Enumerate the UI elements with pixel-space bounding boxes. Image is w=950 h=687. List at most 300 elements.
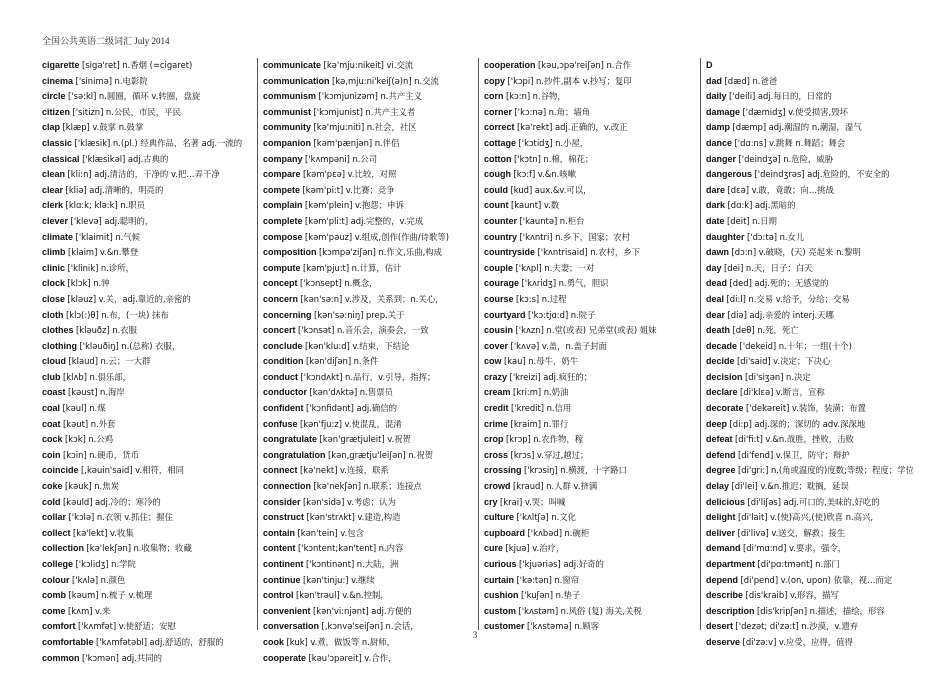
entry-definition: adj.舒适的，舒服的 [149,636,224,647]
entry-phonetic: [diə] [727,309,747,320]
vocab-entry [42,323,254,339]
entry-phonetic: [sigə'ret] [82,60,120,70]
entry-definition: n.部门 [815,559,840,569]
entry-phonetic: ['kɔntinənt] [306,559,355,569]
entry-phonetic: [klaud] [68,356,98,367]
entry-phonetic: ['kɔndʌkt] [300,371,343,382]
vocab-entry [263,74,475,90]
entry-phonetic: [kə,mju:ni'keiʃ(ə)n] [332,75,412,86]
entry-phonetic: [di'lei] [731,481,758,492]
entry-definition: v.(使)高兴,(使)欣喜 n.高兴, [770,512,874,523]
entry-word: cotton [484,153,512,164]
entry-phonetic: ['kʌmpəni] [305,153,350,164]
entry-phonetic: [kau] [504,356,526,367]
entry-phonetic: [di'fi:t] [735,434,763,445]
entry-word: comfortable [42,636,94,647]
entry-word: communicate [263,60,322,70]
entry-definition: n.勇气，胆识 [558,278,609,289]
entry-phonetic: ['kɔntent;kən'tent] [298,543,377,554]
entry-definition: adj.每日的，日常的 [757,91,832,102]
entry-word: count [484,200,509,211]
entry-phonetic: [kud] [510,184,533,195]
entry-word: cook [263,636,285,647]
entry-word: clap [42,122,61,133]
entry-word: cough [484,169,511,180]
vocab-entry [42,651,254,667]
vocab-entry [42,370,254,386]
vocab-entry [263,588,475,604]
vocab-entry [484,354,696,370]
entry-phonetic: ['sə:kl] [68,91,97,102]
entry-definition: adj.确信的 [356,403,398,414]
entry-definition: n.顾客 [574,621,600,632]
vocab-entry [263,276,475,292]
entry-definition: v.连接，联系 [339,465,389,476]
entry-definition: n.硬币，货币 [89,449,140,460]
vocab-entry [484,308,696,324]
vocab-entry [263,245,475,261]
entry-word: compare [263,169,301,180]
vocab-entry [263,557,475,573]
vocab-entry [263,417,475,433]
entry-definition: n.日期 [752,215,777,226]
entry-definition: v.使舒适；安慰 [118,621,176,632]
column-divider [700,58,701,630]
entry-phonetic: [kləuðz] [76,325,110,336]
entry-word: declare [706,387,738,398]
entry-phonetic: [kəm'plein] [305,200,353,211]
entry-phonetic: [klaim] [68,247,98,258]
entry-phonetic: [di:l] [726,293,746,304]
vocab-entry [484,105,696,121]
entry-phonetic: [kəuld] [63,496,93,507]
entry-phonetic: [kən'dʌktə] [309,387,358,398]
vocab-entry [42,230,254,246]
entry-phonetic: [kəu'ɔpəreit] [308,652,362,663]
vocab-entry [484,417,696,433]
vocab-entry [42,448,254,464]
entry-phonetic: [kəm'pi:t] [302,184,344,195]
entry-definition: n.共产主义 [380,91,422,102]
entry-word: deep [706,418,728,429]
entry-definition: n.交流 [414,75,439,86]
entry-definition: n.品行，v.引导，指挥； [345,371,436,382]
entry-definition: n.堂(或表) 兄弟堂(或表) 姐妹 [546,325,657,336]
entry-phonetic: [di'zə:v] [742,636,777,647]
vocab-entry [706,276,928,292]
entry-word: concern [263,293,299,304]
entry-word: collar [42,512,67,523]
entry-word: citizen [42,106,71,117]
vocab-entry [484,510,696,526]
vocab-entry [263,339,475,355]
entry-phonetic: ['dekəreit] [746,403,790,414]
vocab-entry [263,230,475,246]
entry-phonetic: [kəuk] [65,481,92,492]
vocab-entry [706,385,928,401]
vocab-entry [706,74,928,90]
entry-word: construct [263,512,305,523]
entry-word: cushion [484,590,519,601]
entry-phonetic: [,kɔnvə'seiʃən] [321,621,384,632]
column-divider [478,58,479,630]
vocab-entry [263,604,475,620]
entry-phonetic: [kɔmpə'ziʃən] [319,247,376,258]
entry-word: classical [42,153,80,164]
entry-definition: v.送交，解救；接生 [771,527,846,538]
entry-word: corner [484,106,513,117]
entry-word: congratulation [263,449,326,460]
entry-phonetic: ['kɔtn] [514,153,541,164]
vocab-entry [263,292,475,308]
entry-phonetic: [di'klɛə] [740,387,774,398]
vocab-entry [42,261,254,277]
entry-word: credit [484,403,509,414]
entry-definition: n.奶油 [543,387,569,398]
entry-definition: prep.关于 [365,309,405,320]
vocab-entry [484,292,696,308]
entry-phonetic: [klʌb] [63,371,88,382]
entry-definition: v.&n.咳嗽 [537,169,577,180]
vocab-entry [706,463,928,479]
vocab-entry [263,432,475,448]
vocab-entry [263,463,475,479]
entry-definition: v.&n.攀登 [99,247,139,258]
entry-definition: n.女儿 [779,231,805,242]
vocab-entry [706,448,928,464]
entry-word: confident [263,403,304,414]
entry-word: could [484,184,508,195]
entry-word: clever [42,215,69,226]
entry-phonetic: ['kʌntrisaid] [537,247,588,258]
entry-definition: adj.古典的 [127,153,169,164]
vocab-entry [706,526,928,542]
entry-phonetic: ['klaimit] [75,231,113,242]
vocab-entry [263,479,475,495]
entry-definition: n.文化 [551,512,577,523]
entry-word: curious [484,559,517,569]
entry-word: culture [484,512,515,523]
entry-definition: adj.死的；无感觉的 [754,278,829,289]
vocab-entry [484,385,696,401]
entry-definition: v.比较，对照 [347,169,397,180]
entry-word: comfort [42,621,76,632]
entry-word: colour [42,574,70,585]
entry-word: companion [263,137,312,148]
vocab-entry [706,604,928,620]
vocab-entry [706,339,928,355]
entry-word: coast [42,387,66,398]
entry-definition: adj.黑暗的 [754,200,796,211]
vocab-entry [263,58,475,74]
entry-phonetic: ['deindʒə] [738,153,781,164]
vocab-entry [484,214,696,230]
entry-definition: n.垫子 [555,590,581,601]
entry-phonetic: [kʌm] [68,605,93,616]
entry-phonetic: ['kɔtidʒ] [518,137,553,148]
entry-definition: v.合作， [364,652,397,663]
vocab-entry [42,74,254,90]
entry-definition: v.建造,构造 [357,512,401,523]
vocab-entry [484,183,696,199]
entry-word: date [706,215,725,226]
entry-definition: n.大陆，洲 [356,559,399,569]
entry-word: clothes [42,325,74,336]
entry-phonetic: [di'pɑ:tmənt] [757,559,813,569]
entry-word: cinema [42,75,74,86]
entry-word: cooperation [484,60,536,70]
entry-phonetic: [kə'lekt] [73,527,108,538]
entry-word: cloud [42,356,66,367]
entry-definition: n.抄件,副本 v.抄写；复印 [535,75,632,86]
entry-definition: adj.好奇的 [563,559,604,569]
vocab-entry [706,417,928,433]
entry-definition: adj.深的；深切的 adv.深深地 [754,418,866,429]
vocab-entry [263,167,475,183]
vocab-entry [42,432,254,448]
entry-word: countryside [484,247,536,258]
entry-phonetic: [kɔ:s] [516,293,540,304]
vocab-entry [42,385,254,401]
entry-definition: v.&n.控制， [342,590,389,601]
vocab-entry [484,152,696,168]
vocab-entry [706,292,928,308]
entry-word: communication [263,75,330,86]
entry-word: decide [706,356,735,367]
entry-phonetic: [kəm'pəuz] [305,231,353,242]
entry-phonetic: ['kɔnfidənt] [306,403,354,414]
entry-phonetic: ['kʌvə] [510,340,540,351]
entry-phonetic: [di'fend] [738,449,774,460]
entry-word: close [42,293,66,304]
entry-phonetic: ['kauntə] [519,215,558,226]
vocab-entry [42,214,254,230]
entry-phonetic: ['sinimə] [75,75,113,86]
entry-word: dangerous [706,169,753,180]
entry-word: custom [484,605,517,616]
entry-word: clothing [42,340,77,351]
entry-word: decorate [706,403,744,414]
entry-word: dare [706,184,726,195]
entry-word: delight [706,512,736,523]
entry-definition: n.(pl.) 经典作品，名著 adj.一流的 [112,137,243,148]
entry-phonetic: [kəm'pli:t] [305,215,349,226]
entry-phonetic: [krɔs] [510,449,535,460]
entry-definition: n.死，死亡 [757,325,799,336]
entry-word: dawn [706,247,730,258]
entry-definition: adj.危险的，不安全的 [807,169,890,180]
entry-word: confuse [263,418,298,429]
entry-definition: n.计算，估计 [351,262,402,273]
entry-word: damage [706,106,741,117]
entry-definition: n.罪行 [543,418,569,429]
vocab-entry [42,58,254,74]
vocab-entry [706,479,928,495]
entry-word: crowd [484,481,511,492]
entry-word: circle [42,91,66,102]
entry-phonetic: ['kɔmjunist] [313,106,363,117]
entry-definition: v.收集 [110,527,134,538]
vocab-entry [484,120,696,136]
vocab-entry [42,573,254,589]
entry-word: cry [484,496,498,507]
entry-definition: n.电影院 [114,75,148,86]
entry-phonetic: ['kʌstəmə] [527,621,572,632]
entry-definition: n.会话， [385,621,419,632]
entry-phonetic: [kəm'pɛə] [303,169,346,180]
vocab-entry [263,261,475,277]
vocab-entry [263,105,475,121]
entry-phonetic: ['sitizn] [72,106,104,117]
vocab-entry [484,261,696,277]
entry-word: coke [42,481,63,492]
entry-definition: n.祝贺 [408,449,434,460]
entry-phonetic: ['kʌpl] [515,262,542,273]
entry-definition: adj.冷的；寒冷的 [95,496,161,507]
vocab-entry [42,152,254,168]
entry-word: clear [42,184,64,195]
entry-phonetic: [kaunt] [511,200,542,211]
vocab-entry [42,198,254,214]
entry-phonetic: ['klevə] [70,215,102,226]
entry-word: congratulate [263,434,318,445]
entry-definition: n.音乐会，演奏会，一致 [336,325,429,336]
entry-definition: v.&n.推迟；耽搁，延误 [760,481,849,492]
vocab-entry [706,245,928,261]
vocab-entry [263,183,475,199]
entry-phonetic: [kən'sidə] [303,496,345,507]
entry-phonetic: [kri:m] [513,387,542,398]
entry-phonetic: [di'gri:] [738,465,769,476]
entry-definition: v.跳舞 n.舞蹈；舞会 [769,137,846,148]
entry-word: couple [484,262,514,273]
entry-phonetic: ['kɔlə] [68,512,95,523]
entry-definition: n.描述，描绘，形容 [809,605,885,616]
entry-definition: n.信用 [546,403,572,414]
vocab-entry [484,557,696,573]
entry-definition: n.院子 [570,309,596,320]
entry-word: cloth [42,309,64,320]
entry-word: cure [484,543,504,554]
entry-definition: n.母牛，奶牛 [528,356,579,367]
entry-phonetic: ['kreizi] [509,371,541,382]
entry-word: delay [706,481,730,492]
entry-definition: v.形容，描写 [789,590,839,601]
entry-word: contain [263,527,296,538]
entry-definition: v.数 [543,200,560,211]
entry-definition: v.保卫，防守；辩护 [775,449,850,460]
entry-phonetic: [kən'diʃən] [306,356,352,367]
vocab-entry [42,136,254,152]
vocab-entry [263,136,475,152]
entry-word: copy [484,75,506,86]
entry-phonetic: [dæd] [724,75,750,86]
entry-definition: n.钟 [93,278,110,289]
vocab-entry [706,541,928,557]
entry-phonetic: ['dæmidʒ] [742,106,786,117]
entry-definition: v.&n.战胜，挫败，击败 [765,434,854,445]
entry-definition: n.危险，威胁 [783,153,834,164]
entry-word: dark [706,200,726,211]
vocab-entry [484,58,696,74]
vocab-entry [42,557,254,573]
entry-definition: n.职员 [120,200,145,211]
entry-word: collection [42,543,85,554]
vocab-entry [42,89,254,105]
vocab-entry [706,261,928,277]
entry-definition: n.公司 [352,153,378,164]
vocab-entry [706,323,928,339]
entry-definition: n.衣领 v.抓住；握住 [96,512,174,523]
vocab-entry [484,448,696,464]
vocab-entry [706,152,928,168]
entry-definition: n.谷物， [532,91,566,102]
entry-definition: n.农作物，稼 [533,434,584,445]
vocab-entry [484,370,696,386]
entry-word: community [263,122,312,133]
entry-word: climate [42,231,74,242]
document-header: 全国公共英语二级词汇 July 2014 [42,36,170,46]
vocab-entry [263,354,475,370]
entry-phonetic: [kəul] [62,403,87,414]
entry-phonetic: [kən'trəul] [296,590,340,601]
entry-phonetic: [kə'mju:nikeit] [323,60,384,70]
entry-word: danger [706,153,737,164]
vocab-entry [263,526,475,542]
vocab-column-2 [263,58,475,666]
entry-word: coin [42,449,61,460]
page-number: 3 [472,630,478,640]
vocab-entry [706,214,928,230]
entry-word: courage [484,278,520,289]
entry-phonetic: ['kʌntri] [519,231,553,242]
entry-phonetic: [kliə] [65,184,87,195]
vocab-entry [706,354,928,370]
entry-word: desert [706,621,734,632]
entry-phonetic: [kən,grætju'leiʃən] [328,449,406,460]
vocab-entry [484,167,696,183]
entry-word: coal [42,403,61,414]
entry-phonetic: [klɔ(:)θ] [66,309,99,320]
entry-definition: v.穿过,越过； [536,449,589,460]
entry-phonetic: ['kɔmən] [82,652,119,663]
entry-word: content [263,543,296,554]
vocab-entry [484,604,696,620]
entry-phonetic: ['kʌbəd] [527,527,562,538]
entry-definition: n.衣服 [112,325,137,336]
entry-word: compete [263,184,301,195]
entry-word: decision [706,371,743,382]
entry-definition: v.相符，相同 [135,465,184,476]
vocab-entry [706,308,928,324]
entry-phonetic: [kraim] [510,418,541,429]
entry-phonetic: ['deindʒrəs] [754,169,805,180]
entry-phonetic: [dis'kripʃən] [757,605,808,616]
vocab-entry [484,588,696,604]
entry-phonetic: ['kʌlə] [72,574,99,585]
entry-word: college [42,559,74,569]
entry-definition: vi.交流 [386,60,414,70]
entry-word: connection [263,481,312,492]
entry-definition: n.天，日子；白天 [745,262,813,273]
entry-phonetic: [krai] [500,496,523,507]
vocab-entry [706,401,928,417]
entry-phonetic: ['kʌstəm] [518,605,559,616]
vocab-entry [706,198,928,214]
entry-phonetic: [kli:n] [67,169,92,180]
vocab-entry [42,588,254,604]
vocab-entry [484,339,696,355]
